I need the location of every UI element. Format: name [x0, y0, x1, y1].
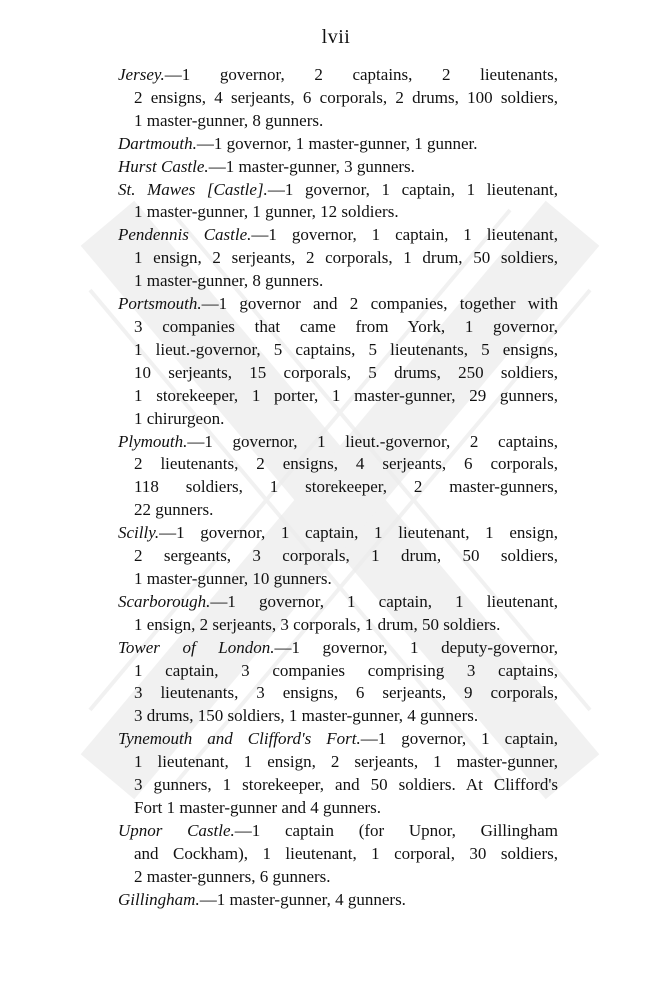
garrison-entry	[118, 591, 558, 637]
entry-text: 118 soldiers, 1 storekeeper, 2 master-gunners,	[134, 477, 558, 497]
entry-first-line	[118, 224, 558, 247]
entry-text: —1 governor, 2 captains, 2 lieutenants,	[164, 65, 558, 84]
garrison-entry	[118, 728, 558, 820]
entry-continuation-line	[118, 87, 558, 110]
garrison-entry	[118, 637, 558, 729]
entry-first-line	[118, 64, 558, 87]
place-name: St. Mawes [Castle].	[118, 179, 268, 199]
entry-first-line	[118, 591, 558, 614]
entry-continuation-line	[118, 660, 558, 683]
garrison-entry	[118, 522, 558, 591]
garrison-entry	[118, 293, 558, 430]
entry-continuation-line	[118, 201, 558, 224]
entry-text: 1 ensign, 2 serjeants, 3 corporals, 1 drum, 50 soldiers.	[134, 614, 501, 634]
entry-text: —1 governor, 1 captain, 1 lieutenant, 1 ensign,	[159, 523, 558, 543]
entry-text: 1 master-gunner, 8 gunners.	[134, 271, 324, 291]
entry-first-line	[118, 156, 558, 179]
garrison-entry	[118, 64, 558, 133]
entry-text: 1 master-gunner, 10 gunners.	[134, 568, 332, 588]
garrison-entry	[118, 224, 558, 293]
entry-first-line	[118, 133, 558, 156]
entry-text: 1 master-gunner, 1 gunner, 12 soldiers.	[134, 202, 399, 222]
entry-text: —1 governor, 1 captain, 1 lieutenant,	[210, 591, 558, 611]
entry-continuation-line	[118, 408, 558, 431]
entry-text: 3 drums, 150 soldiers, 1 master-gunner, 4 gunners.	[134, 706, 479, 726]
entry-first-line	[118, 637, 558, 660]
entry-first-line	[118, 889, 558, 912]
entry-text: and Cockham), 1 lieutenant, 1 corporal, 30 soldiers,	[134, 843, 558, 863]
entry-text: 1 master-gunner, 8 gunners.	[134, 110, 324, 130]
entry-text: 3 companies that came from York, 1 governor,	[134, 316, 558, 336]
entry-text: Fort 1 master-gunner and 4 gunners.	[134, 798, 382, 817]
entry-text: 1 chirurgeon.	[134, 408, 225, 428]
garrison-entry	[118, 179, 558, 225]
page-number: lvii	[321, 26, 351, 48]
entry-first-line	[118, 431, 558, 454]
entry-text: —1 governor, 1 captain,	[360, 729, 558, 749]
entry-text: 1 lieutenant, 1 ensign, 2 serjeants, 1 master-gunner,	[134, 752, 558, 772]
entry-continuation-line	[118, 545, 558, 568]
entry-first-line	[118, 293, 558, 316]
place-name: Portsmouth.	[118, 294, 202, 314]
entry-continuation-line	[118, 843, 558, 866]
entry-text: 2 sergeants, 3 corporals, 1 drum, 50 soldiers,	[134, 546, 558, 566]
entry-text: —1 master-gunner, 3 gunners.	[208, 156, 415, 176]
entry-text: —1 governor, 1 deputy-governor,	[274, 637, 558, 657]
entry-text: —1 master-gunner, 4 gunners.	[199, 889, 406, 909]
place-name: Tynemouth and Clifford's Fort.	[118, 729, 361, 749]
entry-text: —1 governor, 1 captain, 1 lieutenant,	[267, 179, 558, 199]
entry-text: 3 lieutenants, 3 ensigns, 6 serjeants, 9 corporals,	[134, 683, 558, 703]
garrison-entry	[118, 820, 558, 889]
entry-continuation-line	[118, 385, 558, 408]
entry-continuation-line	[118, 499, 558, 522]
entry-continuation-line	[118, 110, 558, 133]
entry-text: 2 lieutenants, 2 ensigns, 4 serjeants, 6 corporals,	[134, 454, 558, 474]
entry-first-line	[118, 728, 558, 751]
entry-text: 3 gunners, 1 storekeeper, and 50 soldiers. At Clifford's	[134, 775, 558, 795]
entry-continuation-line	[118, 797, 558, 820]
entry-text: —1 governor, 1 master-gunner, 1 gunner.	[196, 133, 478, 153]
place-name: Hurst Castle.	[118, 156, 209, 176]
entry-continuation-line	[118, 476, 558, 499]
entry-text: 22 gunners.	[134, 500, 214, 520]
entry-first-line	[118, 179, 558, 202]
entry-text: 1 storekeeper, 1 porter, 1 master-gunner, 29 gunners,	[134, 385, 558, 405]
place-name: Scarborough.	[118, 591, 211, 611]
entry-continuation-line	[118, 568, 558, 591]
entry-first-line	[118, 820, 558, 843]
entry-text: 2 ensigns, 4 serjeants, 6 corporals, 2 drums, 100 soldiers,	[134, 87, 558, 107]
garrison-entries	[118, 64, 558, 912]
entry-continuation-line	[118, 705, 558, 728]
entry-first-line	[118, 522, 558, 545]
place-name: Dartmouth.	[118, 133, 197, 153]
entry-continuation-line	[118, 453, 558, 476]
place-name: Plymouth.	[118, 431, 188, 451]
entry-continuation-line	[118, 339, 558, 362]
entry-text: 1 ensign, 2 serjeants, 2 corporals, 1 drum, 50 soldiers,	[134, 248, 558, 268]
entry-continuation-line	[118, 751, 558, 774]
entry-text: —1 governor, 1 captain, 1 lieutenant,	[251, 225, 558, 245]
place-name: Scilly.	[118, 523, 160, 543]
entry-text: —1 governor and 2 companies, together with	[201, 294, 558, 314]
entry-text: —1 governor, 1 lieut.-governor, 2 captains,	[187, 431, 558, 451]
garrison-entry	[118, 431, 558, 523]
entry-continuation-line	[118, 362, 558, 385]
entry-continuation-line	[118, 774, 558, 797]
garrison-entry	[118, 133, 558, 156]
entry-continuation-line	[118, 866, 558, 889]
entry-continuation-line	[118, 682, 558, 705]
entry-text: 1 captain, 3 companies comprising 3 captains,	[134, 660, 558, 680]
place-name: Pendennis Castle.	[118, 225, 252, 245]
entry-text: 1 lieut.-governor, 5 captains, 5 lieutenants, 5 ensigns,	[134, 339, 558, 359]
entry-continuation-line	[118, 270, 558, 293]
entry-continuation-line	[118, 316, 558, 339]
place-name: Jersey.	[118, 65, 165, 84]
entry-continuation-line	[118, 614, 558, 637]
entry-continuation-line	[118, 247, 558, 270]
entry-text: 10 serjeants, 15 corporals, 5 drums, 250 soldiers,	[134, 362, 558, 382]
garrison-entry	[118, 889, 558, 912]
entry-text: 2 master-gunners, 6 gunners.	[134, 866, 331, 886]
place-name: Gillingham.	[118, 889, 200, 909]
place-name: Tower of London.	[118, 637, 275, 657]
entry-text: —1 captain (for Upnor, Gillingham	[234, 820, 559, 840]
garrison-entry	[118, 156, 558, 179]
place-name: Upnor Castle.	[118, 820, 235, 840]
